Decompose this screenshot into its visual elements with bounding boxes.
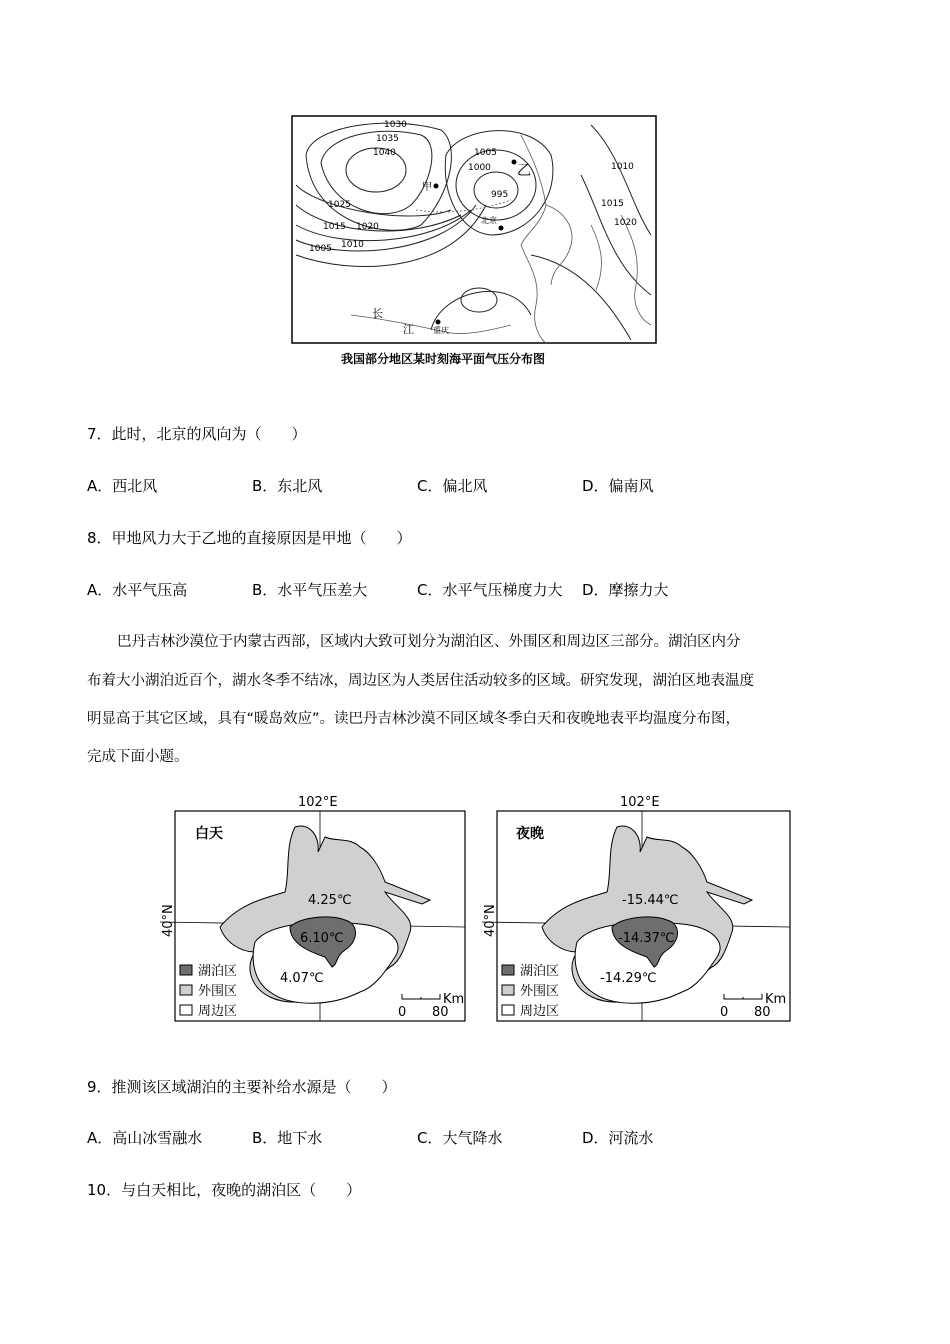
label-1010-w: 1010 — [341, 240, 364, 250]
q7-option-d[interactable]: D．偏南风 — [582, 477, 654, 495]
day-lake-temp: 6.10℃ — [300, 931, 344, 946]
day-legend-outer: 外围区 — [198, 984, 238, 999]
q9-stem: 9．推测该区域湖泊的主要补给水源是（ ） — [87, 1078, 397, 1096]
day-legend-peri-swatch — [180, 1005, 192, 1015]
night-scale-0: 0 — [720, 1005, 729, 1020]
day-legend-lake: 湖泊区 — [198, 964, 238, 979]
q8-stem: 8．甲地风力大于乙地的直接原因是甲地（ ） — [87, 529, 412, 547]
day-longitude-label: 102°E — [298, 795, 338, 810]
jia-dot — [434, 184, 439, 189]
night-scale-unit: Km — [765, 992, 787, 1007]
isobar-map — [291, 115, 657, 345]
day-scale-unit: Km — [443, 992, 465, 1007]
label-1015: 1015 — [323, 222, 346, 232]
yi-dot — [512, 160, 517, 165]
label-995: 995 — [491, 190, 509, 200]
q9-option-a[interactable]: A．高山冰雪融水 — [87, 1129, 203, 1147]
label-1000: 1000 — [468, 163, 491, 173]
q8-option-a[interactable]: A．水平气压高 — [87, 581, 188, 599]
night-lake-temp: -14.37℃ — [618, 931, 675, 946]
q8-option-d[interactable]: D．摩擦力大 — [582, 581, 669, 599]
label-1025: 1025 — [328, 200, 351, 210]
day-scale-80: 80 — [432, 1005, 449, 1020]
jia-label: 甲 — [422, 182, 432, 193]
day-legend-lake-swatch — [180, 965, 192, 975]
night-legend-peri: 周边区 — [520, 1004, 560, 1019]
day-latitude-label: 40°N — [161, 904, 176, 937]
q9-option-c[interactable]: C．大气降水 — [417, 1129, 503, 1147]
label-1035: 1035 — [376, 134, 399, 144]
night-peri-temp: -14.29℃ — [600, 971, 657, 986]
day-peri-temp: 4.07℃ — [280, 971, 324, 986]
chongqing-label: 重庆 — [433, 326, 449, 335]
label-1005-c: 1005 — [474, 148, 497, 158]
day-legend-peri: 周边区 — [198, 1004, 238, 1019]
q7-stem: 7．此时，北京的风向为（ ） — [87, 425, 307, 443]
passage-line-2: 布着大小湖泊近百个，湖水冬季不结冰，周边区为人类居住活动较多的区域。研究发现，湖泊区地表温度 — [87, 673, 754, 689]
day-outer-temp: 4.25℃ — [308, 893, 352, 908]
day-scale-0: 0 — [398, 1005, 407, 1020]
label-1005-w: 1005 — [309, 244, 332, 254]
night-outer-temp: -15.44℃ — [622, 893, 679, 908]
q7-option-c[interactable]: C．偏北风 — [417, 477, 488, 495]
chang-label: 长 — [372, 307, 383, 320]
night-legend-outer-swatch — [502, 985, 514, 995]
label-1020-e: 1020 — [614, 218, 637, 228]
label-1040: 1040 — [373, 148, 396, 158]
q8-option-c[interactable]: C．水平气压梯度力大 — [417, 581, 563, 599]
passage-line-1: 巴丹吉林沙漠位于内蒙古西部，区域内大致可划分为湖泊区、外围区和周边区三部分。湖泊区内分 — [117, 634, 741, 650]
map1-caption: 我国部分地区某时刻海平面气压分布图 — [341, 352, 546, 366]
temperature-maps — [160, 792, 800, 1027]
night-title: 夜晚 — [516, 826, 544, 842]
q10-stem: 10．与白天相比，夜晚的湖泊区（ ） — [87, 1181, 362, 1199]
yi-label: 乙 — [517, 163, 531, 179]
beijing-dot — [499, 226, 504, 231]
q7-option-b[interactable]: B．东北风 — [252, 477, 323, 495]
beijing-label: 北京 — [481, 216, 497, 225]
jiang-label: 江 — [403, 323, 414, 336]
passage-line-4: 完成下面小题。 — [87, 749, 189, 765]
q9-option-d[interactable]: D．河流水 — [582, 1129, 654, 1147]
label-1030: 1030 — [384, 120, 407, 130]
day-legend-outer-swatch — [180, 985, 192, 995]
label-1020: 1020 — [356, 222, 379, 232]
night-legend-peri-swatch — [502, 1005, 514, 1015]
label-1010-e: 1010 — [611, 162, 634, 172]
night-latitude-label: 40°N — [483, 904, 498, 937]
chongqing-dot — [436, 320, 441, 325]
night-legend-lake-swatch — [502, 965, 514, 975]
day-panel — [160, 795, 465, 1021]
day-title: 白天 — [195, 826, 223, 842]
night-legend-outer: 外围区 — [520, 984, 560, 999]
night-panel — [482, 795, 790, 1021]
q9-option-b[interactable]: B．地下水 — [252, 1129, 323, 1147]
q7-option-a[interactable]: A．西北风 — [87, 477, 158, 495]
passage-line-3: 明显高于其它区域，具有“暖岛效应”。读巴丹吉林沙漠不同区域冬季白天和夜晚地表平均温度分布图， — [87, 711, 741, 727]
label-1015-e: 1015 — [601, 199, 624, 209]
night-legend-lake: 湖泊区 — [520, 964, 560, 979]
night-scale-80: 80 — [754, 1005, 771, 1020]
q8-option-b[interactable]: B．水平气压差大 — [252, 581, 368, 599]
night-longitude-label: 102°E — [620, 795, 660, 810]
